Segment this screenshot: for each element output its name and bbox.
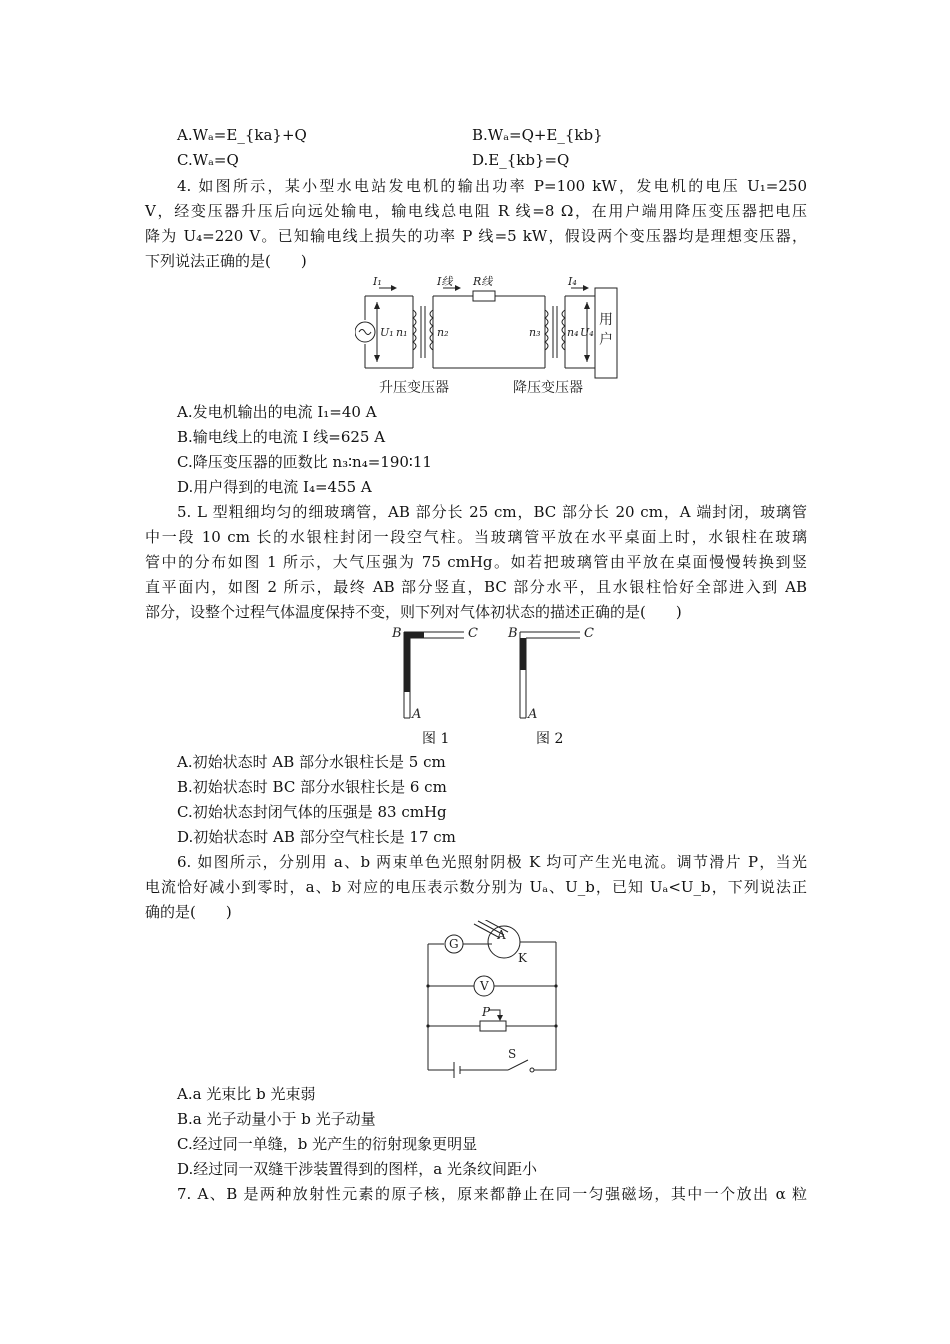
- q4-fig-n2: n₂: [437, 326, 449, 339]
- q5-fig1-C: C: [468, 626, 478, 641]
- q4-fig-U1: U₁: [380, 326, 394, 339]
- q4-stem-line-2: V，经变压器升压后向远处输电，输电线总电阻 R 线=8 Ω，在用户端用降压变压器把电压: [145, 202, 807, 220]
- q3-option-a: A.Wₐ=E_{ka}+Q: [177, 126, 307, 144]
- q6-option-c: C.经过同一单缝，b 光产生的衍射现象更明显: [177, 1135, 478, 1153]
- q5-stem-line-2: 中一段 10 cm 长的水银柱封闭一段空气柱。当玻璃管平放在水平桌面上时，水银柱在玻璃: [145, 528, 807, 546]
- q4-fig-U4: U₄: [580, 326, 594, 339]
- q4-fig-Rline: R线: [473, 275, 493, 288]
- q4-fig-step-up-label: 升压变压器: [379, 380, 449, 396]
- q4-fig-n3: n₃: [529, 326, 541, 339]
- q5-fig2-A: A: [528, 707, 538, 722]
- q5-option-b: B.初始状态时 BC 部分水银柱长是 6 cm: [177, 778, 447, 796]
- q6-fig-K: K: [518, 951, 527, 965]
- q7-stem-line-1: 7. A、B 是两种放射性元素的原子核，原来都静止在同一匀强磁场，其中一个放出 α 粒: [177, 1185, 807, 1203]
- q6-fig-P: P: [482, 1005, 491, 1019]
- q4-stem-line-3: 降为 U₄=220 V。已知输电线上损失的功率 P 线=5 kW，假设两个变压器均是理想变压器，: [145, 227, 807, 245]
- q5-stem-line-3: 管中的分布如图 1 所示，大气压强为 75 cmHg。如若把玻璃管由平放在桌面慢慢转换到竖: [145, 553, 807, 571]
- q5-stem-line-4: 直平面内，如图 2 所示，最终 AB 部分竖直，BC 部分水平，且水银柱恰好全部进入到 AB: [145, 578, 807, 596]
- q3-option-c: C.Wₐ=Q: [177, 151, 239, 169]
- q6-fig-A: A: [497, 928, 506, 942]
- q6-fig-G: G: [449, 937, 459, 951]
- q6-fig-V: V: [480, 979, 489, 993]
- q4-fig-I4: I₄: [568, 275, 577, 288]
- q5-stem-line-5: 部分，设整个过程气体温度保持不变，则下列对气体初状态的描述正确的是( ): [145, 603, 682, 621]
- q4-fig-I1: I₁: [373, 275, 382, 288]
- q6-stem-line-2: 电流恰好减小到零时，a、b 对应的电压表示数分别为 Uₐ、U_b，已知 Uₐ<U_b，下列说法正: [145, 878, 807, 896]
- q6-option-b: B.a 光子动量小于 b 光子动量: [177, 1110, 376, 1128]
- q4-option-b: B.输电线上的电流 I 线=625 A: [177, 428, 386, 446]
- q5-option-d: D.初始状态时 AB 部分空气柱长是 17 cm: [177, 828, 456, 846]
- q4-stem-line-4: 下列说法正确的是( ): [145, 252, 307, 270]
- q3-option-d: D.E_{kb}=Q: [472, 151, 570, 169]
- q5-fig1-caption: 图 1: [422, 731, 450, 747]
- q5-stem-line-1: 5. L 型粗细均匀的细玻璃管，AB 部分长 25 cm，BC 部分长 20 cm，A 端封闭，玻璃管: [177, 503, 807, 521]
- q5-option-a: A.初始状态时 AB 部分水银柱长是 5 cm: [177, 753, 446, 771]
- q5-fig2-B: B: [508, 626, 518, 641]
- q4-option-c: C.降压变压器的匝数比 n₃∶n₄=190∶11: [177, 453, 432, 471]
- q6-photoelectric-circuit: [420, 920, 570, 1088]
- q5-fig2-C: C: [584, 626, 594, 641]
- q3-option-b: B.Wₐ=Q+E_{kb}: [472, 126, 603, 144]
- q6-option-a: A.a 光束比 b 光束弱: [177, 1085, 316, 1103]
- q6-stem-line-3: 确的是( ): [145, 903, 232, 921]
- q4-fig-user-1: 用: [599, 312, 613, 328]
- q4-fig-step-down-label: 降压变压器: [513, 380, 583, 396]
- q4-option-a: A.发电机输出的电流 I₁=40 A: [177, 403, 377, 421]
- q4-fig-n4: n₄: [567, 326, 579, 339]
- q4-transmission-diagram: [355, 272, 630, 400]
- q5-glass-tube-diagram: [390, 624, 600, 724]
- q5-option-c: C.初始状态封闭气体的压强是 83 cmHg: [177, 803, 447, 821]
- q5-fig1-A: A: [412, 707, 422, 722]
- q6-stem-line-1: 6. 如图所示，分别用 a、b 两束单色光照射阴极 K 均可产生光电流。调节滑片 P，当光: [177, 853, 807, 871]
- q4-fig-user-2: 户: [599, 332, 613, 348]
- q5-fig1-B: B: [392, 626, 402, 641]
- q4-option-d: D.用户得到的电流 I₄=455 A: [177, 478, 372, 496]
- q4-fig-Iline: I线: [437, 275, 453, 288]
- q4-fig-n1: n₁: [396, 326, 408, 339]
- q4-stem-line-1: 4. 如图所示，某小型水电站发电机的输出功率 P=100 kW，发电机的电压 U₁=250: [177, 177, 807, 195]
- q6-option-d: D.经过同一双缝干涉装置得到的图样，a 光条纹间距小: [177, 1160, 537, 1178]
- q5-fig2-caption: 图 2: [536, 731, 564, 747]
- q6-fig-S: S: [508, 1047, 517, 1061]
